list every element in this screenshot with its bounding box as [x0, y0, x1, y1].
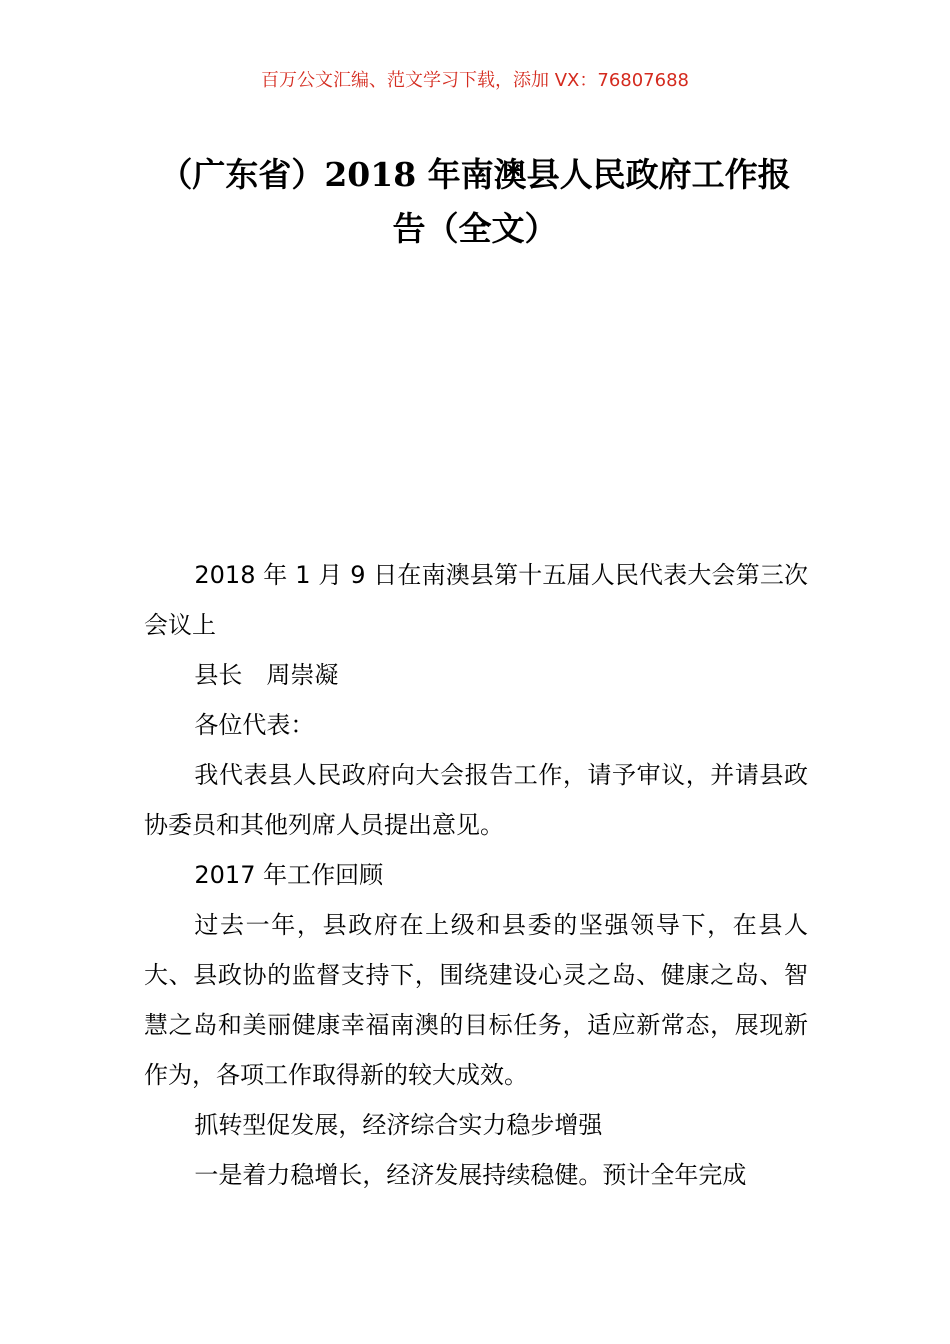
title-line-1: （广东省）2018 年南澳县人民政府工作报 — [159, 155, 791, 194]
growth-paragraph: 一是着力稳增长，经济发展持续稳健。预计全年完成 — [194, 1161, 747, 1189]
meeting-info-paragraph: 2018 年 1 月 9 日在南澳县第十五届人民代表大会第三次会议上 — [144, 561, 808, 639]
header-note: 百万公文汇编、范文学习下载，添加 VX：76807688 — [261, 70, 689, 91]
page-title — [140, 148, 810, 256]
speaker-line: 县长 周崇凝 — [194, 661, 339, 689]
subsection-heading: 抓转型促发展，经济综合实力稳步增强 — [194, 1111, 603, 1139]
document-body — [144, 550, 808, 1200]
section-heading: 2017 年工作回顾 — [194, 861, 384, 889]
title-line-2: 告（全文） — [392, 209, 558, 248]
intro-paragraph: 我代表县人民政府向大会报告工作，请予审议，并请县政协委员和其他列席人员提出意见。 — [144, 761, 808, 839]
review-paragraph: 过去一年，县政府在上级和县委的坚强领导下，在县人大、县政协的监督支持下，围绕建设心灵之岛、健康之岛、智慧之岛和美丽健康幸福南澳的目标任务，适应新常态，展现新作为，各项工作取得新的较大成效。 — [144, 911, 808, 1089]
salutation: 各位代表： — [194, 711, 315, 739]
